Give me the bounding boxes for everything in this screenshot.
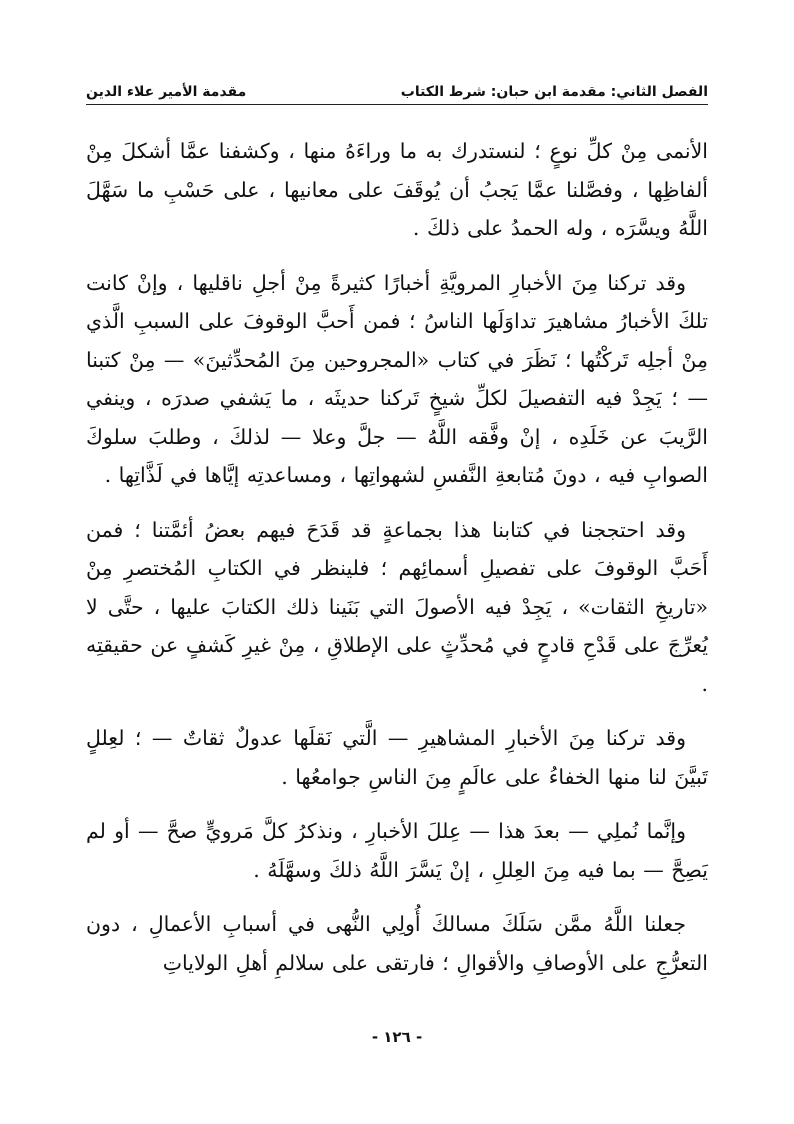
header-divider — [86, 104, 708, 105]
editor-intro-title: مقدمة الأمير علاء الدين — [86, 84, 247, 100]
paragraph-5: وإنَّما نُملِي — بعدَ هذا — عِللَ الأخبارِ ، ونذكرُ كلَّ مَرويٍّ صحَّ — أو لم يَصِحَّ — بما فيه مِنَ العِللِ ، إنْ يَسَّرَ اللَّهُ ذلكَ وسهَّلَهُ . — [86, 819, 708, 882]
paragraph-4: وقد تركنا مِنَ الأخبارِ المشاهيرِ — الَّتي نَقلَها عدولٌ ثقاتٌ — ؛ لعِللٍ تَبيَّنَ لنا منها الخفاءُ على عالَمٍ مِنَ الناسِ جوامعُها . — [86, 726, 708, 789]
paragraph-3: وقد احتججنا في كتابنا هذا بجماعةٍ قد قَدَحَ فيهم بعضُ أئمَّتنا ؛ فمن أَحَبَّ الوقوفَ على تفصيلِ أسمائِهم ؛ فلينظر في الكتابِ المُختصرِ مِنْ «تاريخِ الثقات» ، يَجِدْ فيه الأصولَ التي بَنَينا ذلك الكتابَ عليها ، حتَّى لا يُعرِّجَ على قَدْحِ قادحٍ في مُحدِّثٍ على الإطلاقِ ، مِنْ غيرِ كَشفٍ عن حقيقتِه . — [86, 517, 708, 696]
running-header — [86, 74, 708, 100]
paragraph-6: جعلنا اللَّهُ ممَّن سَلَكَ مسالكَ أُولِي النُّهى في أسبابِ الأعمالِ ، دون التعرُّجِ على الأوصافِ والأقوالِ ؛ فارتقى على سلالمِ أهلِ الولاياتِ — [86, 912, 708, 975]
paragraph-2: وقد تركنا مِنَ الأخبارِ المرويَّةِ أخبارًا كثيرةً مِنْ أجلِ ناقليها ، وإنْ كانت تلكَ الأخبارُ مشاهيرَ تداوَلَها الناسُ ؛ فمن أَحبَّ الوقوفَ على السببِ الَّذي مِنْ أجلِه تَركْتُها ؛ نَظَرَ في كتاب «المجروحين مِنَ المُحدِّثينَ» — مِنْ كتبنا — ؛ يَجِدْ فيه التفصيلَ لكلِّ شيخٍ تَركنا حديثَه ، ما يَشفي صدرَه ، وينفي الرَّيبَ عن خَلَدِه ، إنْ وفَّقه اللَّهُ — جلَّ وعلا — لذلكَ ، وطلبَ سلوكَ الصوابِ فيه ، دونَ مُتابعةِ النَّفسِ لشهواتِها ، ومساعدتِه إيَّاها في لَذَّاتِها . — [86, 270, 708, 487]
chapter-title: الفصل الثاني: مقدمة ابن حبان: شرط الكتاب — [400, 84, 708, 100]
page-body — [86, 132, 708, 998]
page-number: - ١٢٦ - — [371, 1028, 423, 1046]
paragraph-1: الأنمى مِنْ كلِّ نوعٍ ؛ لنستدرك به ما وراءَهُ منها ، وكشفنا عمَّا أشكلَ مِنْ ألفاظِها ، وفصَّلنا عمَّا يَجبُ أن يُوقَفَ على معانيها ، على حَسْبِ ما سَهَّلَ اللَّهُ ويسَّرَه ، وله الحمدُ على ذلكَ . — [86, 139, 708, 240]
